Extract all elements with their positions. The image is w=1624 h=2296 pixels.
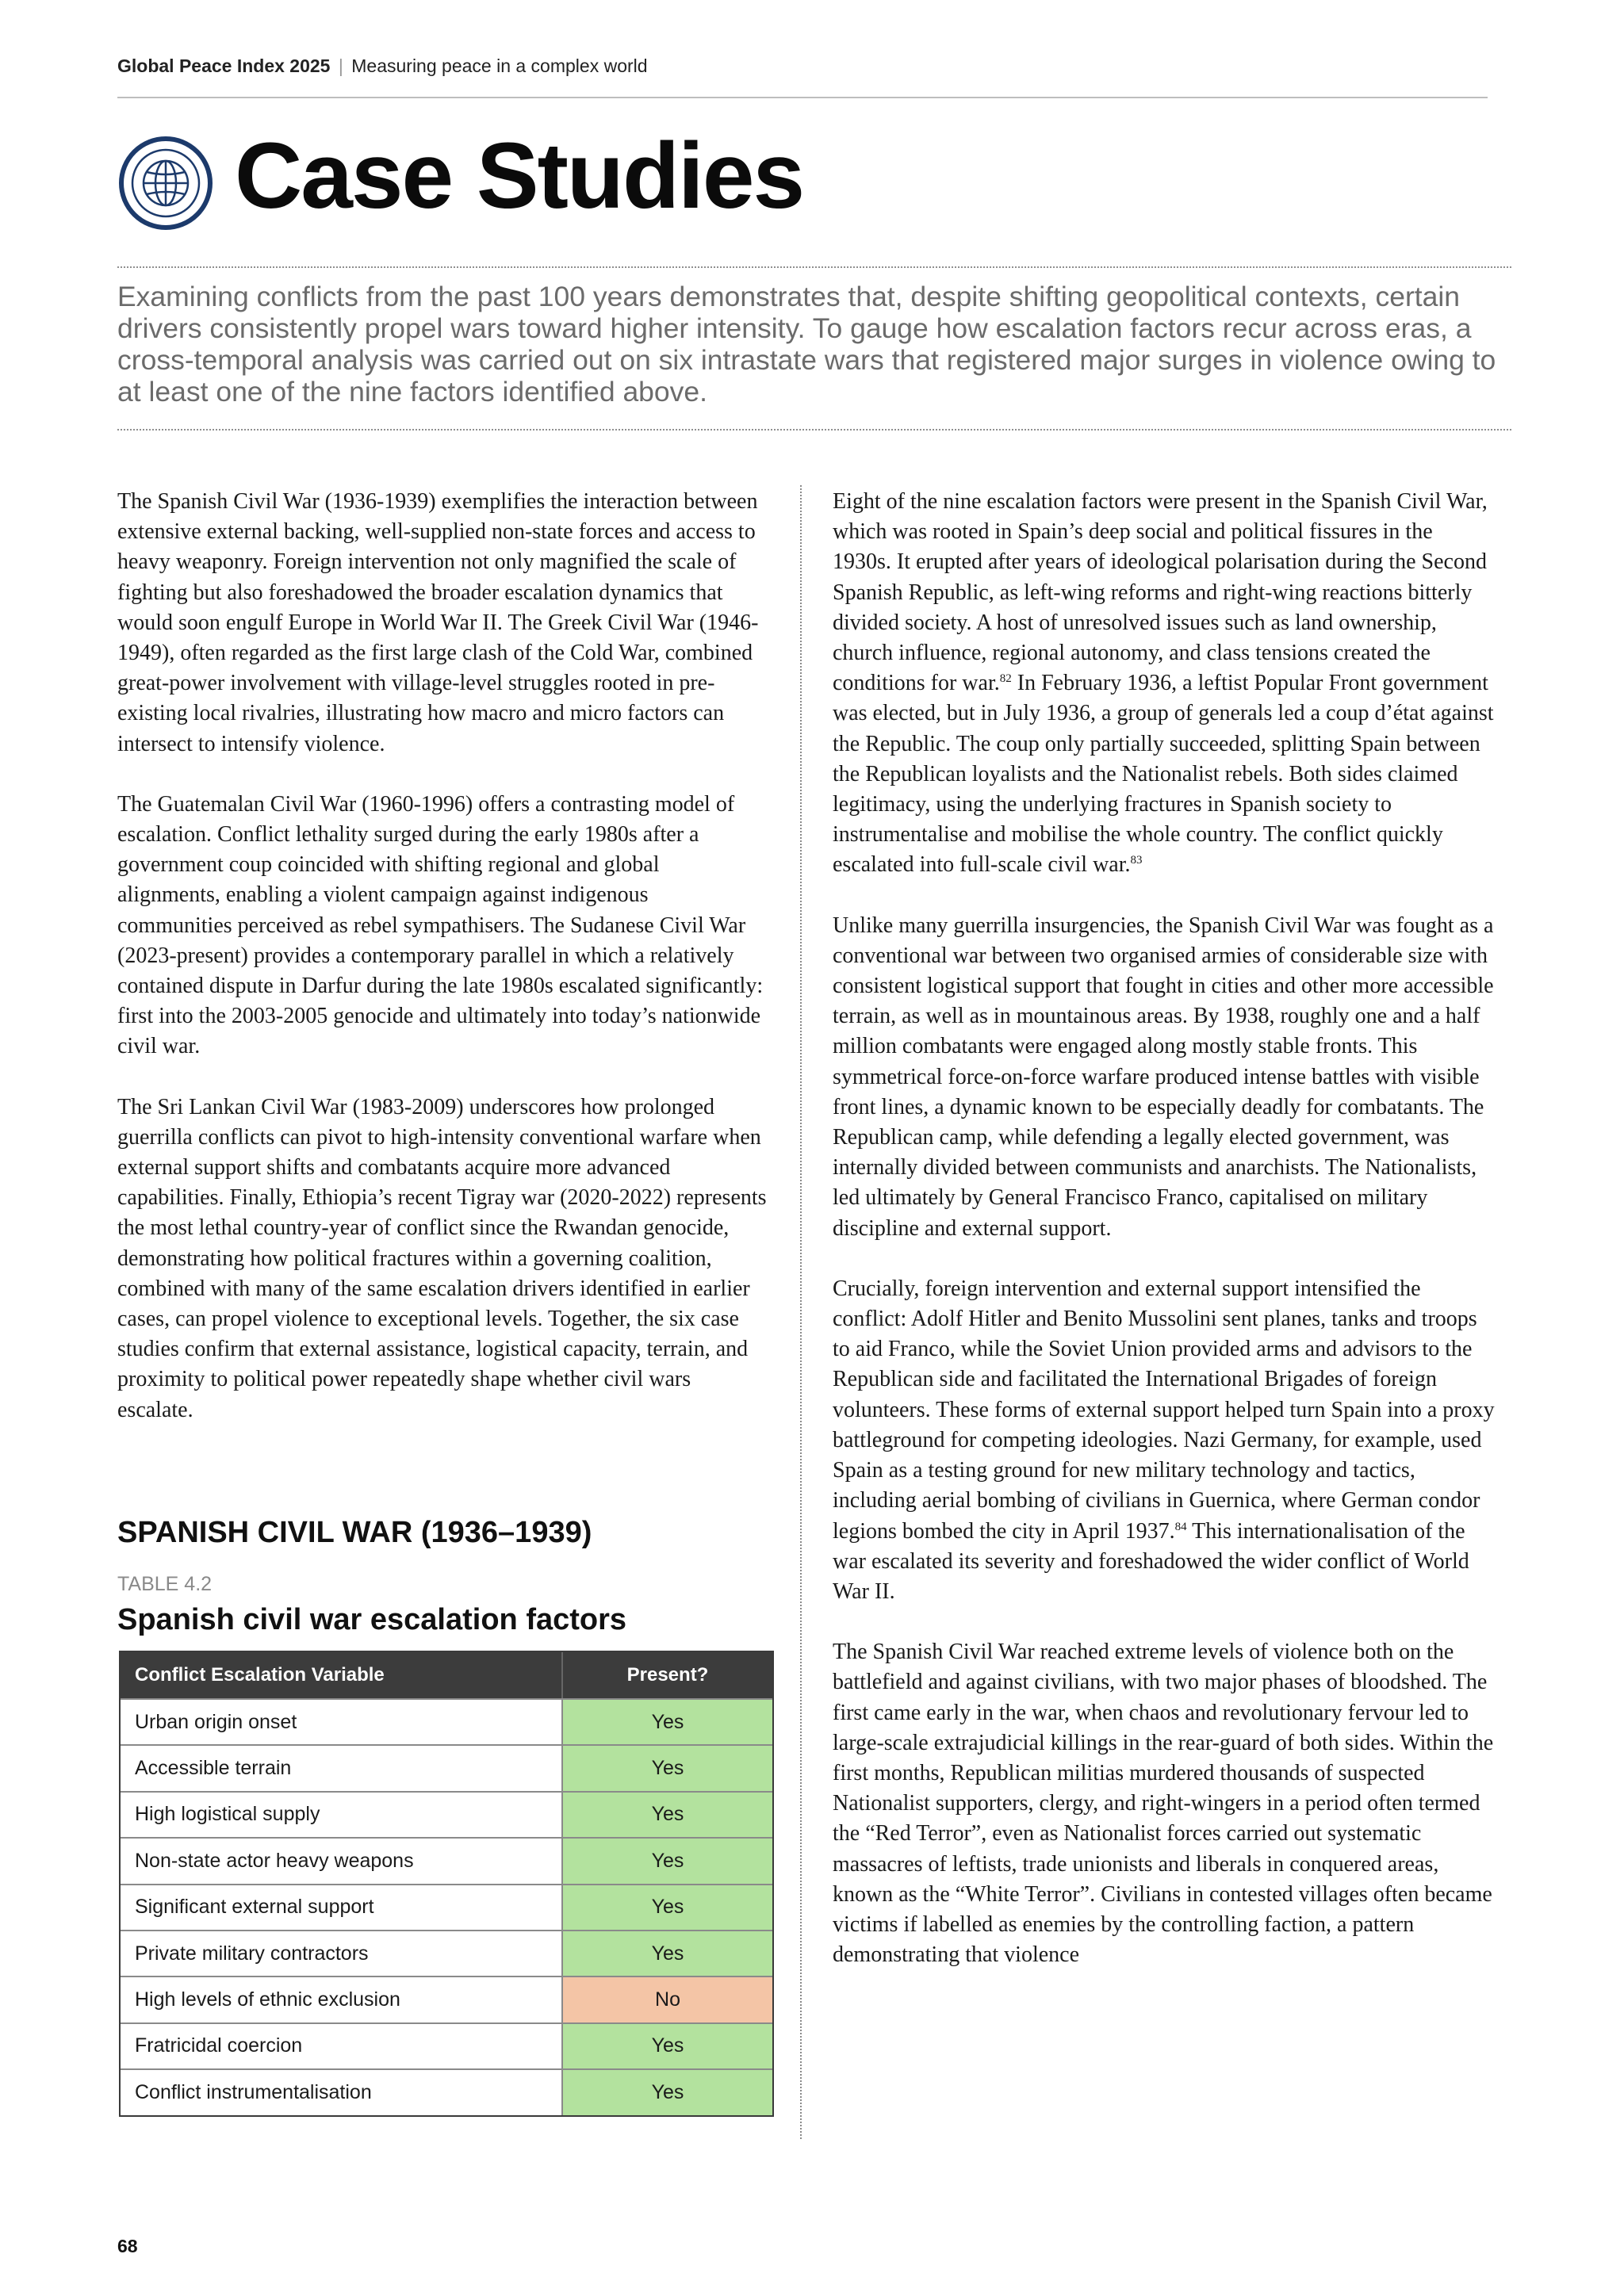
page-number: 68 bbox=[117, 2236, 138, 2256]
table-body bbox=[121, 1698, 772, 2115]
factor-present-cell: Yes bbox=[563, 2024, 772, 2068]
table-row bbox=[121, 2068, 772, 2114]
table-label: TABLE 4.2 bbox=[117, 1573, 213, 1595]
right-paragraph-4: The Spanish Civil War reached extreme levels of violence both on the battlefield and against civilians, with two major phases of bloodshed. The first came early in the war, when chaos and revolutionary fervour led to large-scale extrajudicial killings in the rear-guard of both sides. Within the first months, Republican militias murdered thousands of suspected Nationalist supporters, clergy, and right-wingers in a period often termed the “Red Terror”, even as Nationalist forces carried out systematic massacres of leftists, trade unionists and liberals in conquered areas, known as the “White Terror”. Civilians in contested villages often became victims if labelled as enemies by the controlling faction, a pattern demonstrating that violence bbox=[833, 1640, 1494, 1968]
factor-present-cell: Yes bbox=[563, 1931, 772, 1976]
table-row bbox=[121, 1837, 772, 1883]
table-row bbox=[121, 1930, 772, 1976]
left-paragraph-1: The Spanish Civil War (1936-1939) exemplifies the interaction between extensive external backing, well-supplied non-state forces and access to heavy weaponry. Foreign intervention not only magnified the scale of fighting but also foreshadowed the broader escalation dynamics that would soon engulf Europe in World War II. The Greek Civil War (1946-1949), often regarded as the first large clash of the Cold War, combined great-power involvement with village-level struggles rooted in pre-existing local rivalries, illustrating how macro and micro factors can intersect to intensify violence. bbox=[117, 489, 759, 756]
table-row bbox=[121, 1976, 772, 2022]
right-paragraph-1-part-a: Eight of the nine escalation factors were present in the Spanish Civil War, which was rooted in Spain’s deep social and political fissures in the 1930s. It erupted after years of ideological polarisation during the Second Spanish Republic, as left-wing reforms and right-wing reactions bitterly divided society. A host of unresolved issues such as land ownership, church influence, regional autonomy, and class tensions created the conditions for war. bbox=[833, 489, 1488, 696]
report-subtitle: Measuring peace in a complex world bbox=[351, 55, 648, 76]
factor-name-cell: Significant external support bbox=[121, 1885, 563, 1930]
left-column bbox=[117, 487, 768, 1456]
factor-name-cell: Non-state actor heavy weapons bbox=[121, 1839, 563, 1883]
right-column bbox=[833, 487, 1496, 2000]
factor-name-cell: High logistical supply bbox=[121, 1793, 563, 1837]
factor-present-cell: Yes bbox=[563, 1700, 772, 1744]
left-paragraph-3: The Sri Lankan Civil War (1983-2009) underscores how prolonged guerrilla conflicts can pivot to high-intensity conventional warfare when external support shifts and combatants acquire more advanced capabilities. Finally, Ethiopia’s recent Tigray war (2020-2022) represents the most lethal country-year of conflict since the Rwandan genocide, demonstrating how political fractures within a governing coalition, combined with many of the same escalation drivers identified in earlier cases, can propel violence to exceptional levels. Together, the six case studies confirm that external assistance, logistical capacity, terrain, and proximity to political power repeatedly shape whether civil wars escalate. bbox=[117, 1094, 767, 1422]
page-title: Case Studies bbox=[235, 124, 804, 228]
report-title: Global Peace Index 2025 bbox=[117, 55, 331, 76]
footnote-ref-82: 82 bbox=[999, 672, 1012, 686]
factor-name-cell: Conflict instrumentalisation bbox=[121, 2070, 563, 2114]
table-row bbox=[121, 1884, 772, 1930]
title-block bbox=[117, 124, 1228, 232]
footnote-ref-83: 83 bbox=[1130, 854, 1143, 867]
factor-name-cell: Accessible terrain bbox=[121, 1746, 563, 1790]
intro-bottom-rule bbox=[117, 429, 1511, 430]
factor-name-cell: Urban origin onset bbox=[121, 1700, 563, 1744]
escalation-factors-table bbox=[119, 1651, 774, 2117]
table-row bbox=[121, 1744, 772, 1790]
column-divider bbox=[800, 485, 802, 2139]
header-rule bbox=[117, 97, 1488, 98]
globe-icon bbox=[117, 135, 214, 232]
factor-present-cell: No bbox=[563, 1977, 772, 2022]
factor-name-cell: Fratricidal coercion bbox=[121, 2024, 563, 2068]
factor-present-cell: Yes bbox=[563, 1839, 772, 1883]
running-header bbox=[117, 55, 1488, 77]
table-row bbox=[121, 2022, 772, 2068]
right-paragraph-3-part-a: Crucially, foreign intervention and external support intensified the conflict: Adolf Hitler and Benito Mussolini sent planes, tanks and troops to aid Franco, while the Soviet Union provided arms and advisors to the Republican side and facilitated the International Brigades of foreign volunteers. These forms of external support helped turn Spain into a proxy battleground for competing ideologies. Nazi Germany, for example, used Spain as a testing ground for new military technology and tactics, including aerial bombing of civilians in Guernica, where German condor legions bombed the city in April 1937. bbox=[833, 1276, 1495, 1544]
footnote-ref-84: 84 bbox=[1174, 1520, 1187, 1533]
factor-present-cell: Yes bbox=[563, 1885, 772, 1930]
table-row bbox=[121, 1698, 772, 1744]
header-separator: | bbox=[338, 55, 343, 76]
right-paragraph-1-part-b: In February 1936, a leftist Popular Front government was elected, but in July 1936, a group of generals led a coup d’état against the Republic. The coup only partially succeeded, splitting Spain between the Republican loyalists and the Nationalist rebels. Both sides claimed legitimacy, using the underlying fractures in Spanish society to instrumentalise and mobilise the whole country. The conflict quickly escalated into full-scale civil war. bbox=[833, 671, 1494, 878]
intro-text: Examining conflicts from the past 100 years demonstrates that, despite shifting geopolitical contexts, certain drivers consistently propel wars toward higher intensity. To gauge how escalation factors recur across eras, a cross-temporal analysis was carried out on six intrastate wars that registered major surges in violence owing to at least one of the nine factors identified above. bbox=[117, 281, 1496, 408]
table-header-row bbox=[121, 1652, 772, 1698]
table-title: Spanish civil war escalation factors bbox=[117, 1603, 627, 1636]
factor-present-cell: Yes bbox=[563, 1746, 772, 1790]
right-paragraph-2: Unlike many guerrilla insurgencies, the Spanish Civil War was fought as a conventional war between two organised armies of considerable size with consistent logistical support that fought in cities and other more accessible terrain, as well as in mountainous areas. By 1938, roughly one and a half million combatants were engaged along mostly stable fronts. This symmetrical force-on-force warfare produced intense battles with visible front lines, a dynamic known to be especially deadly for combatants. The Republican camp, while defending a legally elected government, was internally divided between communists and anarchists. The Nationalists, led ultimately by General Francisco Franco, capitalised on military discipline and external support. bbox=[833, 913, 1494, 1241]
right-paragraph-1 bbox=[833, 487, 1496, 881]
intro-top-rule bbox=[117, 266, 1511, 268]
column-header-variable: Conflict Escalation Variable bbox=[121, 1652, 563, 1698]
factor-name-cell: Private military contractors bbox=[121, 1931, 563, 1976]
table-row bbox=[121, 1791, 772, 1837]
factor-present-cell: Yes bbox=[563, 1793, 772, 1837]
section-heading: SPANISH CIVIL WAR (1936–1939) bbox=[117, 1516, 592, 1549]
left-paragraph-2: The Guatemalan Civil War (1960-1996) offers a contrasting model of escalation. Conflict lethality surged during the early 1980s after a government coup coincided with shifting regional and global alignments, enabling a violent campaign against indigenous communities perceived as rebel sympathisers. The Sudanese Civil War (2023-present) provides a contemporary parallel in which a relatively contained dispute in Darfur during the late 1980s escalated significantly: first into the 2003-2005 genocide and ultimately into today’s nationwide civil war. bbox=[117, 791, 764, 1059]
column-header-present: Present? bbox=[626, 1664, 709, 1686]
right-paragraph-3-part-b: This internationalisation of the war escalated its severity and foreshadowed the wider conflict of World War II. bbox=[833, 1518, 1469, 1604]
factor-name-cell: High levels of ethnic exclusion bbox=[121, 1977, 563, 2022]
right-paragraph-3 bbox=[833, 1274, 1496, 1607]
factor-present-cell: Yes bbox=[563, 2070, 772, 2114]
